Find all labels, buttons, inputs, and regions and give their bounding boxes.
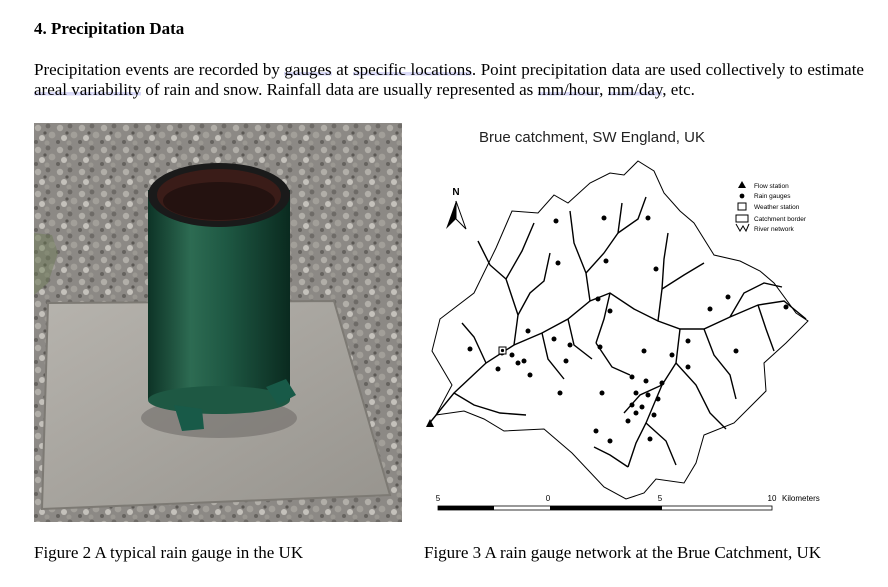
section-heading: 4. Precipitation Data xyxy=(34,19,185,38)
body-paragraph xyxy=(34,60,864,100)
link-mm-day[interactable]: mm/day xyxy=(607,80,663,99)
para-text-5: , xyxy=(599,80,608,99)
link-areal-variability[interactable]: areal variability xyxy=(34,80,142,99)
para-text-1: Precipitation events are recorded by xyxy=(34,60,285,79)
scale-bar-segment xyxy=(438,506,494,510)
scale-tick-left: 5 xyxy=(435,494,441,503)
para-text-4: of rain and snow. Rainfall data are usually represented as xyxy=(141,80,538,99)
river-network xyxy=(428,197,806,467)
map-title: Brue catchment, SW England, UK xyxy=(479,129,705,146)
rain-gauge-photo xyxy=(34,123,402,522)
north-arrow-icon xyxy=(446,201,466,229)
scale-tick-zero: 0 xyxy=(545,494,551,503)
legend-rain-gauge-icon xyxy=(740,194,745,199)
legend-catchment-border: Catchment border xyxy=(754,216,807,223)
figure2-caption: Figure 2 A typical rain gauge in the UK xyxy=(34,543,304,562)
para-text-2: at xyxy=(331,60,354,79)
legend-flow-station-icon xyxy=(738,181,746,188)
north-label: N xyxy=(452,187,460,198)
scale-tick-right: 10 xyxy=(767,494,777,503)
catchment-border xyxy=(432,161,808,499)
link-gauges[interactable]: gauges xyxy=(284,60,332,79)
gauge-interior xyxy=(163,182,275,220)
legend-catchment-border-icon xyxy=(736,215,748,222)
figure3-caption: Figure 3 A rain gauge network at the Brue Catchment, UK xyxy=(424,543,822,562)
legend-rain-gauges: Rain gauges xyxy=(754,193,791,200)
legend-river-network-icon xyxy=(736,224,749,231)
para-text-6: , etc. xyxy=(662,80,695,99)
legend-river-network: River network xyxy=(754,226,794,233)
link-specific-locations[interactable]: specific locations xyxy=(353,60,472,79)
link-mm-hour[interactable]: mm/hour xyxy=(537,80,600,99)
weather-station-icon xyxy=(499,347,506,354)
scale-bar xyxy=(436,494,820,510)
para-text-3: . Point precipitation data are used collectively to estimate xyxy=(471,60,864,79)
brue-catchment-map xyxy=(414,123,856,523)
legend-weather-station: Weather station xyxy=(754,204,800,211)
scale-unit: Kilometers xyxy=(782,494,820,503)
legend-flow-station: Flow station xyxy=(754,183,789,190)
scale-tick-mid: 5 xyxy=(657,494,663,503)
legend-weather-station-icon xyxy=(738,203,746,210)
map-legend xyxy=(736,181,807,233)
scale-bar-segment xyxy=(550,506,662,510)
